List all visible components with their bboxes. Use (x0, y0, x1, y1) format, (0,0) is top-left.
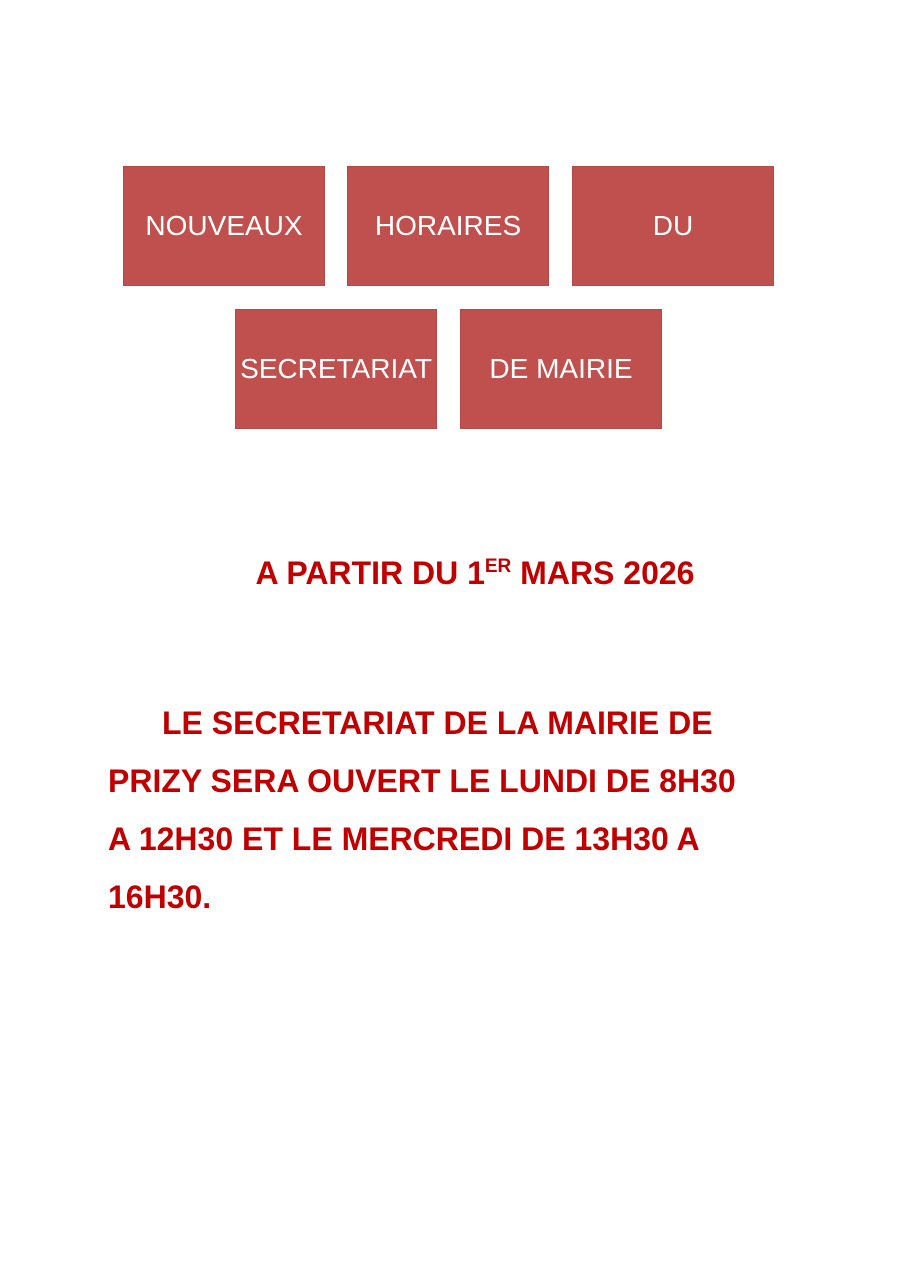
title-tile-label: NOUVEAUX (145, 210, 303, 241)
title-tile-de-mairie (460, 309, 662, 429)
announcement-line: A 12H30 ET LE MERCREDI DE 13H30 A (108, 821, 700, 857)
effective-date-superscript: ER (484, 556, 512, 577)
title-tile-nouveaux (123, 166, 325, 286)
effective-date-line (0, 548, 900, 598)
title-tile-secretariat (235, 309, 437, 429)
title-tile-horaires (347, 166, 549, 286)
effective-date-prefix: A PARTIR DU 1 (255, 555, 485, 591)
title-tile-label: DU (652, 210, 694, 241)
announcement-line: 16H30. (108, 879, 212, 915)
announcement-line: PRIZY SERA OUVERT LE LUNDI DE 8H30 (108, 763, 736, 799)
title-tile-du (572, 166, 774, 286)
effective-date-suffix: MARS 2026 (511, 555, 695, 591)
title-tile-label: SECRETARIAT (240, 353, 432, 384)
title-tile-label: DE MAIRIE (489, 353, 633, 384)
title-tile-label: HORAIRES (374, 210, 522, 241)
opening-hours-announcement (108, 694, 808, 926)
announcement-line: LE SECRETARIAT DE LA MAIRIE DE (162, 705, 713, 741)
